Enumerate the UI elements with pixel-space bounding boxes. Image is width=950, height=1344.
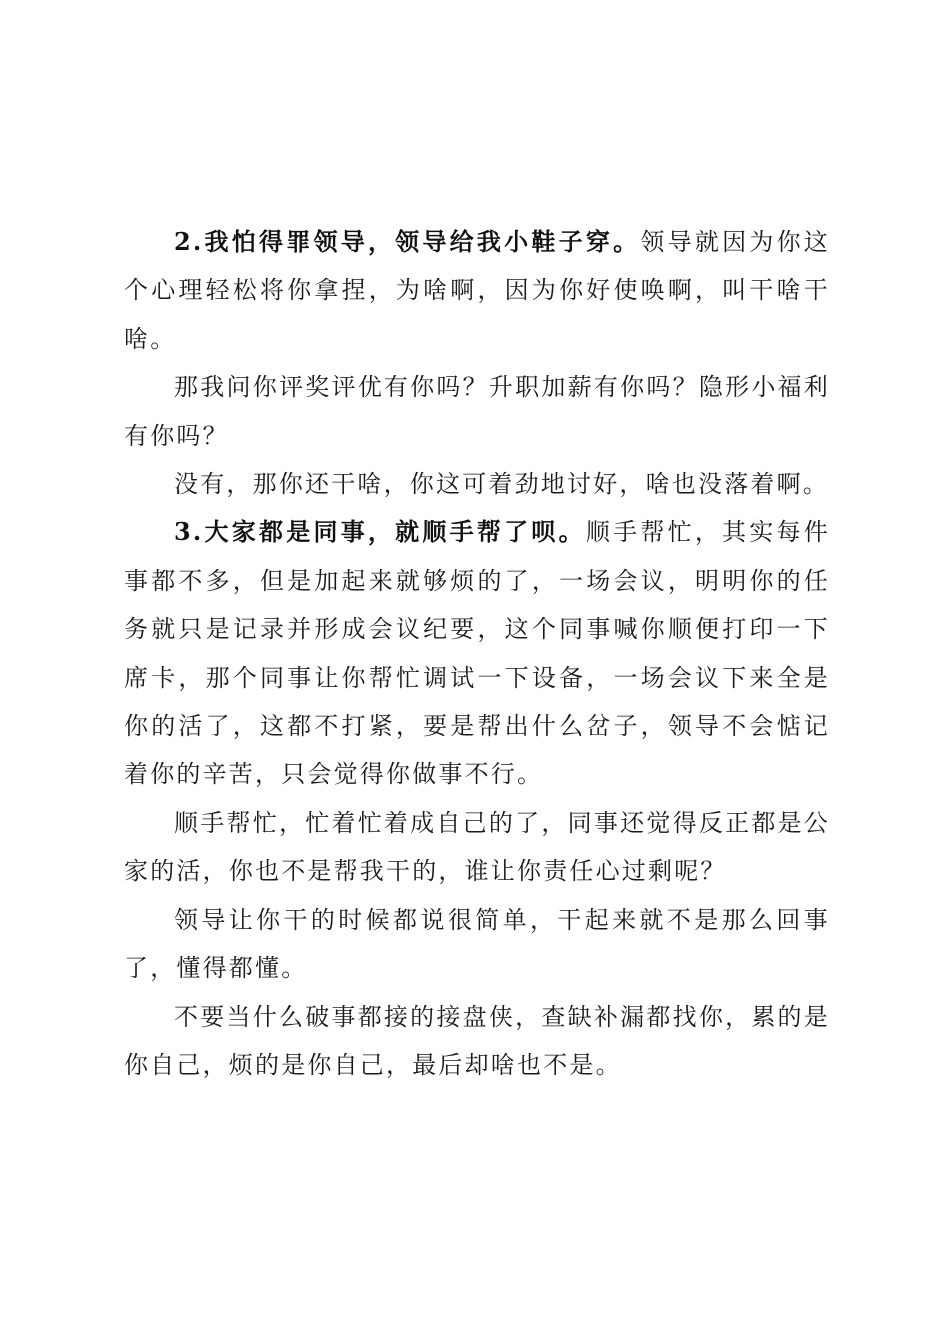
paragraph-7-text: 不要当什么破事都接的接盘侠，查缺补漏都找你，累的是你自己，烦的是你自己，最后却啥也不是。: [124, 1002, 830, 1079]
paragraph-6: [124, 896, 830, 993]
paragraph-3-text: 没有，那你还干啥，你这可着劲地讨好，啥也没落着啊。: [174, 470, 829, 499]
paragraph-6-text: 领导让你干的时候都说很简单，干起来就不是那么回事了，懂得都懂。: [124, 905, 830, 983]
paragraph-4-heading: 3.大家都是同事，就顺手帮了呗。: [174, 517, 586, 547]
document-body: [124, 218, 830, 1089]
paragraph-4: [124, 508, 830, 798]
paragraph-4-text: 顺手帮忙，其实每件事都不多，但是加起来就够烦的了，一场会议，明明你的任务就只是记录并形成会议纪要，这个同事喊你顺便打印一下席卡，那个同事让你帮忙调试一下设备，一场会议下来全是你的活了，这都不打紧，要是帮出什么岔子，领导不会惦记着你的辛苦，只会觉得你做事不行。: [124, 518, 830, 789]
paragraph-1-text: 领导就因为你这个心理轻松将你拿捏，为啥啊，因为你好使唤啊，叫干啥干啥。: [124, 228, 831, 353]
paragraph-1: [124, 218, 830, 363]
paragraph-5: [124, 799, 830, 896]
paragraph-1-heading: 2.我怕得罪领导，领导给我小鞋子穿。: [174, 227, 641, 256]
paragraph-5-text: 顺手帮忙，忙着忙着成自己的了，同事还觉得反正都是公家的活，你也不是帮我干的，谁让你责任心过剩呢？: [124, 808, 830, 886]
paragraph-2-text: 那我问你评奖评优有你吗？升职加薪有你吗？隐形小福利有你吗？: [124, 373, 830, 450]
paragraph-7: [124, 993, 830, 1090]
paragraph-3: [124, 460, 830, 508]
paragraph-2: [124, 363, 830, 460]
